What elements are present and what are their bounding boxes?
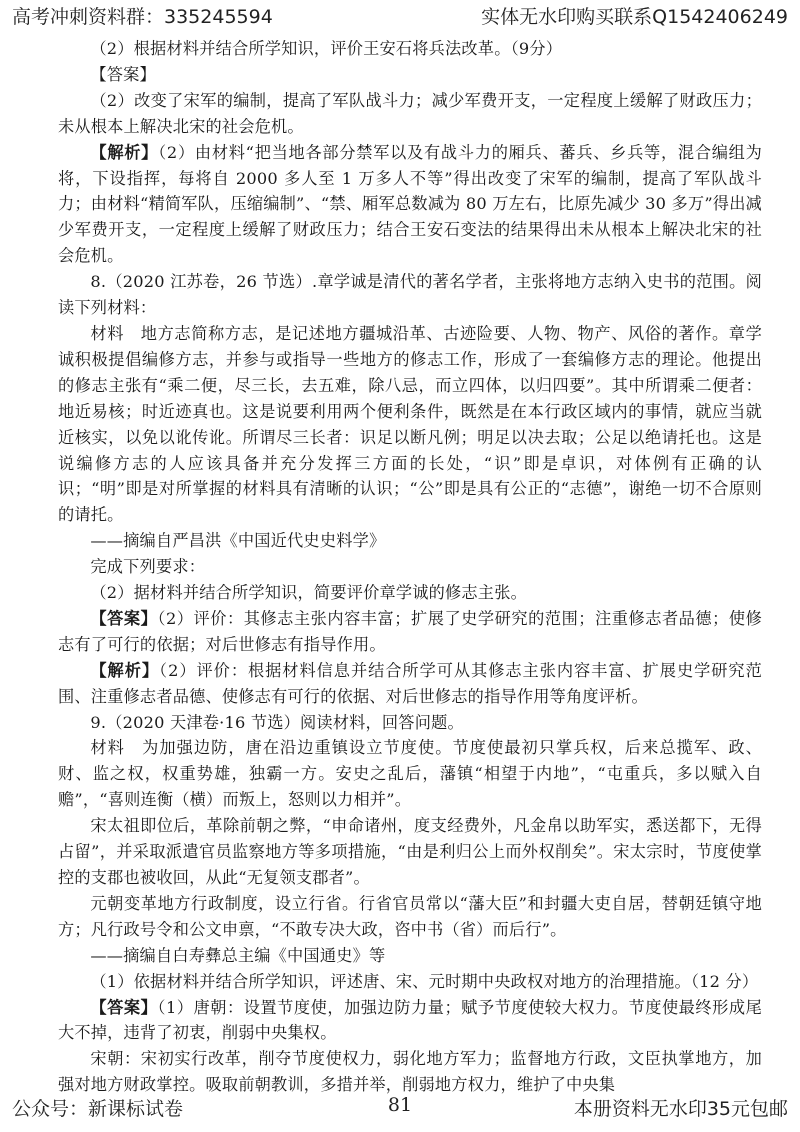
section-tag: 【答案】	[90, 608, 158, 628]
page-number: 81	[387, 1094, 413, 1116]
source-citation: ——摘编自白寿彝总主编《中国通史》等	[90, 945, 386, 965]
page-header	[0, 2, 800, 30]
answer-paragraph	[58, 995, 762, 1047]
text-paragraph: 完成下列要求：	[90, 557, 206, 577]
header-right-text: 实体无水印购买联系Q1542406249	[481, 6, 788, 28]
footer-right-text: 本册资料无水印35元包邮	[573, 1098, 788, 1120]
text-paragraph: 宋朝：宋初实行改革，削夺节度使权力，弱化地方军力；监督地方行政，文臣执掌地方，加强对地方财政掌控。吸取前朝教训，多措并举，削弱地方权力，维护了中央集	[58, 1049, 762, 1095]
section-tag: 【解析】	[90, 660, 160, 680]
text-paragraph: （2）据材料并结合所学知识，简要评价章学诚的修志主张。	[90, 583, 527, 603]
text-paragraph: 材料 地方志简称方志，是记述地方疆城沿革、古迹险要、人物、物产、风俗的著作。章学诚积极提倡编修方志，并参与或指导一些地方的修志工作，形成了一套编修方志的理论。他提出的修志主张有“乘二便，尽三长，去五难，除八忌，而立四体，以归四要”。其中所谓乘二便者：地近易核；时近迹真也。这是说要利用两个便利条件，既然是在本行政区域内的事情，就应当就近核实，以免以讹传讹。所谓尽三长者：识足以断凡例；明足以决去取；公足以绝请托也。这是说编修方志的人应该具备并充分发挥三方面的长处，“识”即是卓识，对体例有正确的认识；“明”即是对所掌握的材料具有清晰的认识；“公”即是具有公正的“志德”，谢绝一切不合原则的请托。	[58, 323, 762, 525]
paragraph-text: （2）由材料“把当地各部分禁军以及有战斗力的厢兵、蕃兵、乡兵等，混合编组为将，下设指挥，每将自 2000 多人至 1 万多人不等”得出改变了宋军的编制，提高了军队战斗力；由材料“精简军队，压缩编制”、“禁、厢军总数减为 80 万左右，比原先减少 30 多万”得出减少军费开支，一定程度上缓解了财政压力；结合王安石变法的结果得出未从根本上解决北宋的社会危机。	[58, 142, 762, 266]
text-paragraph: 材料 为加强边防，唐在沿边重镇设立节度使。节度使最初只掌兵权，后来总揽军、政、财、监之权，权重势雄，独霸一方。安史之乱后，藩镇“相望于内地”，“屯重兵，多以赋入自赡”，“喜则连衡（横）而叛上，怒则以力相并”。	[58, 738, 762, 810]
answer-paragraph	[58, 658, 762, 710]
text-paragraph: 9.（2020 天津卷·16 节选）阅读材料，回答问题。	[90, 712, 464, 732]
text-paragraph: 元朝变革地方行政制度，设立行省。行省官员常以“藩大臣”和封疆大吏自居，替朝廷镇守地方；凡行政号令和公文申禀，“不敢专决大政，咨中书（省）而后行”。	[58, 893, 762, 939]
answer-paragraph	[58, 606, 762, 658]
footer-left-text: 公众号：新课标试卷	[12, 1098, 184, 1120]
paragraph-text: （1）唐朝：设置节度使，加强边防力量；赋予节度使较大权力。节度使最终形成尾大不掉，违背了初衷，削弱中央集权。	[58, 997, 762, 1043]
text-paragraph: 宋太祖即位后，革除前朝之弊，“申命诸州，度支经费外，凡金帛以助军实，悉送都下，无得占留”，并采取派遣官员监察地方等多项措施，“由是利归公上而外权削矣”。宋太宗时，节度使掌控的支郡也被收回，从此“无复领支郡者”。	[58, 816, 762, 887]
text-paragraph: （2）根据材料并结合所学知识，评价王安石将兵法改革。（9分）	[90, 39, 563, 58]
text-paragraph: （2）改变了宋军的编制，提高了军队战斗力；减少军费开支，一定程度上缓解了财政压力；未从根本上解决北宋的社会危机。	[58, 90, 762, 136]
page-footer	[0, 1094, 800, 1124]
paragraph-text: （2）评价：其修志主张内容丰富；扩展了史学研究的范围；注重修志者品德；使修志有了可行的依据；对后世修志有指导作用。	[58, 608, 762, 654]
header-left-text: 高考冲刺资料群：335245594	[12, 6, 273, 28]
paragraph-text: （2）评价：根据材料信息并结合所学可从其修志主张内容丰富、扩展史学研究范围、注重修志者品德、使修志有可行的依据、对后世修志的指导作用等角度评析。	[58, 660, 762, 706]
text-paragraph: 8.（2020 江苏卷，26 节选）.章学诚是清代的著名学者，主张将地方志纳入史书的范围。阅读下列材料：	[58, 272, 762, 318]
source-citation: ——摘编自严昌洪《中国近代史史料学》	[90, 531, 386, 551]
section-tag: 【答案】	[90, 997, 158, 1017]
section-tag: 【解析】	[90, 142, 159, 162]
text-paragraph: （1）依据材料并结合所学知识，评述唐、宋、元时期中央政权对地方的治理措施。（12 分）	[90, 971, 759, 991]
document-body	[58, 36, 762, 1098]
answer-paragraph	[58, 140, 762, 270]
text-paragraph: 【答案】	[90, 64, 156, 84]
